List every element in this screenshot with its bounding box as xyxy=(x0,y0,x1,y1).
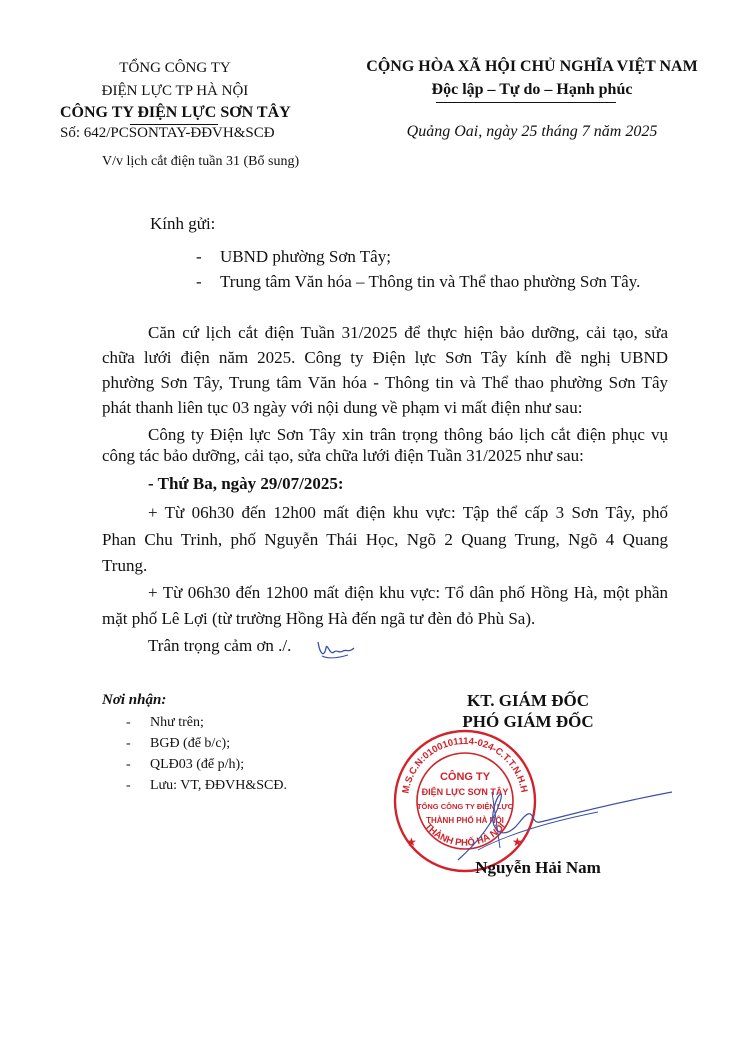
document-number: Số: 642/PCSONTAY-ĐĐVH&SCĐ xyxy=(60,125,275,141)
para2-line: Công ty Điện lực Sơn Tây xin trân trọng thông báo lịch cắt điện phục vụ xyxy=(148,425,668,444)
outage1-line: Phan Chu Trinh, phố Nguyễn Thái Học, Ngõ 2 Quang Trung, Ngõ 4 Quang xyxy=(102,530,668,549)
outage2-line: + Từ 06h30 đến 12h00 mất điện khu vực: Tổ dân phố Hồng Hà, một phần xyxy=(148,583,668,602)
stamp-line-3: TỔNG CÔNG TY ĐIỆN LỰC xyxy=(416,802,514,811)
stamp-bottom-text: THÀNH PHỐ HÀ NỘI xyxy=(422,821,508,849)
recipients-label: Kính gửi: xyxy=(150,214,216,233)
company-name: CÔNG TY ĐIỆN LỰC SƠN TÂY xyxy=(60,104,291,121)
outage2-line: mặt phố Lê Lợi (từ trường Hồng Hà đến ngã tư đèn đỏ Phù Sa). xyxy=(102,609,536,628)
signer-title-2: PHÓ GIÁM ĐỐC xyxy=(462,712,594,731)
day-heading: - Thứ Ba, ngày 29/07/2025: xyxy=(148,474,344,493)
distribution-bullet: - xyxy=(126,715,131,730)
document-subject: V/v lịch cắt điện tuần 31 (Bổ sung) xyxy=(102,154,300,169)
recipient-item: - xyxy=(196,272,202,291)
recipient-item-text: UBND phường Sơn Tây; xyxy=(220,247,391,266)
distribution-item: QLĐ03 (để p/h); xyxy=(150,757,245,772)
outage1-line: Trung. xyxy=(102,556,148,575)
distribution-bullet: - xyxy=(126,757,131,772)
initial-signature-icon xyxy=(314,636,360,662)
stamp-star-icon: ★ xyxy=(406,835,417,849)
stamp-line-4: THÀNH PHỐ HÀ NỘI xyxy=(426,816,504,825)
distribution-bullet: - xyxy=(126,736,131,751)
para2-line: công tác bảo dưỡng, cải tạo, sửa chữa lưới điện Tuần 31/2025 như sau: xyxy=(102,446,584,465)
outage1-line: + Từ 06h30 đến 12h00 mất điện khu vực: Tập thể cấp 3 Sơn Tây, phố xyxy=(148,503,668,522)
distribution-bullet: - xyxy=(126,778,131,793)
recipient-item-text: Trung tâm Văn hóa – Thông tin và Thể thao phường Sơn Tây. xyxy=(220,272,641,291)
distribution-label: Nơi nhận: xyxy=(102,692,167,708)
distribution-item: Như trên; xyxy=(150,715,204,730)
distribution-item: BGĐ (để b/c); xyxy=(150,736,231,751)
national-motto: Độc lập – Tự do – Hạnh phúc xyxy=(431,81,633,98)
stamp-outer-text: M.S.C.N:0100101114-024-C.T.T.N.H.H xyxy=(400,735,530,795)
distribution-item: Lưu: VT, ĐĐVH&SCĐ. xyxy=(150,778,287,793)
stamp-line-2: ĐIỆN LỰC SƠN TÂY xyxy=(421,787,509,797)
stamp-star-icon: ★ xyxy=(512,835,523,849)
signer-name: Nguyễn Hải Nam xyxy=(475,858,601,877)
national-title: CỘNG HÒA XÃ HỘI CHỦ NGHĨA VIỆT NAM xyxy=(366,58,698,75)
para1-line: phát thanh liên tục 03 ngày với nội dung về phạm vi mất điện như sau: xyxy=(102,398,583,417)
stamp-line-1: CÔNG TY xyxy=(439,771,491,783)
para1-line: phường Sơn Tây, Trung tâm Văn hóa - Thông tin và Thể thao phường Sơn Tây xyxy=(102,373,668,392)
signer-title-1: KT. GIÁM ĐỐC xyxy=(467,691,589,710)
recipient-item: - xyxy=(196,247,202,266)
motto-underline xyxy=(436,102,616,103)
agency-name: ĐIỆN LỰC TP HÀ NỘI xyxy=(101,83,249,99)
place-date: Quảng Oai, ngày 25 tháng 7 năm 2025 xyxy=(406,123,658,140)
para1-line: chữa lưới điện năm 2025. Công ty Điện lực Sơn Tây kính đề nghị UBND xyxy=(102,348,668,367)
agency-parent: TỔNG CÔNG TY xyxy=(119,60,231,76)
closing-text: Trân trọng cảm ơn ./. xyxy=(148,636,292,655)
para1-line: Căn cứ lịch cắt điện Tuần 31/2025 để thực hiện bảo dưỡng, cải tạo, sửa xyxy=(148,323,668,342)
